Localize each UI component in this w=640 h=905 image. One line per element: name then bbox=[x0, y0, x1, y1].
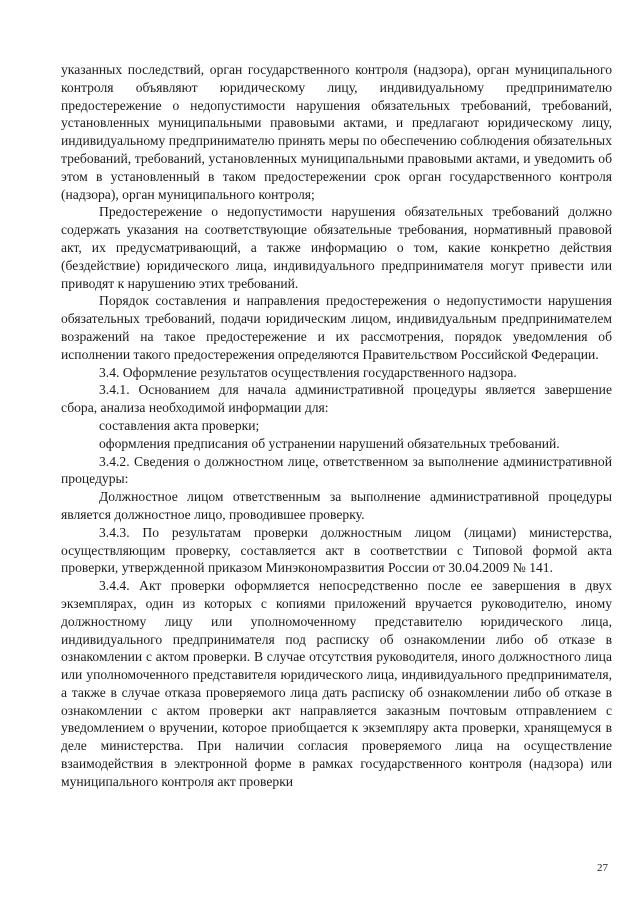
paragraph-responsible-official: Должностное лицом ответственным за выполнение административной процедуры является должностное лицо, проводившее проверку. bbox=[61, 489, 612, 522]
paragraph-3-4-1: 3.4.1. Основанием для начала административной процедуры является завершение сбора, анализа необходимой информации для: bbox=[61, 382, 612, 416]
list-item-order: оформления предписания об устранении нарушений обязательных требований. bbox=[99, 435, 560, 451]
page-number: 27 bbox=[597, 862, 608, 874]
section-heading-3-4: 3.4. Оформление результатов осуществления государственного надзора. bbox=[99, 364, 517, 380]
paragraph-warning-continuation: указанных последствий, орган государственного контроля (надзора), орган муниципального контроля объявляют юридическому лицу, индивидуальному предпринимателю предостережение о недопустимости нарушения обязательных требований, требований, установленных муниципальными правовыми актами, и предлагают юридическому лицу, индивидуальному предпринимателю принять меры по обеспечению соблюдения обязательных требований, требований, установленных муниципальными правовыми актами, и уведомить об этом в установленный в таком предостережении срок орган государственного контроля (надзора), орган муниципального контроля; bbox=[61, 62, 612, 202]
list-item-act: составления акта проверки; bbox=[99, 417, 260, 433]
paragraph-3-4-3: 3.4.3. По результатам проверки должностным лицом (лицами) министерства, осуществляющим проверку, составляется акт в соответствии с Типовой формой акта проверки, утвержденной приказом Минэкономразвития России от 30.04.2009 № 141. bbox=[61, 524, 612, 576]
document-body bbox=[61, 61, 612, 791]
paragraph-warning-content: Предостережение о недопустимости нарушения обязательных требований должно содержать указания на соответствующие обязательные требования, нормативный правовой акт, их предусматривающий, а также информацию о том, какие конкретно действия (бездействие) юридического лица, индивидуального предпринимателя могут привести или приводят к нарушению этих требований. bbox=[61, 204, 612, 291]
paragraph-3-4-2: 3.4.2. Сведения о должностном лице, ответственном за выполнение административной процедуры: bbox=[61, 453, 612, 487]
paragraph-warning-procedure: Порядок составления и направления предостережения о недопустимости нарушения обязательных требований, подачи юридическим лицом, индивидуальным предпринимателем возражений на такое предостережение и их рассмотрения, порядок уведомления об исполнении такого предостережения определяются Правительством Российской Федерации. bbox=[61, 293, 612, 362]
paragraph-3-4-4: 3.4.4. Акт проверки оформляется непосредственно после ее завершения в двух экземплярах, один из которых с копиями приложений вручается руководителю, иному должностному лицу или уполномоченному представителю юридического лица, индивидуального предпринимателя под расписку об ознакомлении либо об отказе в ознакомлении с актом проверки. В случае отсутствия руководителя, иного должностного лица или уполномоченного представителя юридического лица, индивидуального предпринимателя, а также в случае отказа проверяемого лица дать расписку об ознакомлении либо об отказе в ознакомлении с актом проверки акт направляется заказным почтовым отправлением с уведомлением о вручении, которое приобщается к экземпляру акта проверки, хранящемуся в деле министерства. При наличии согласия проверяемого лица на осуществление взаимодействия в электронной форме в рамках государственного контроля (надзора) или муниципального контроля акт проверки bbox=[61, 578, 612, 789]
